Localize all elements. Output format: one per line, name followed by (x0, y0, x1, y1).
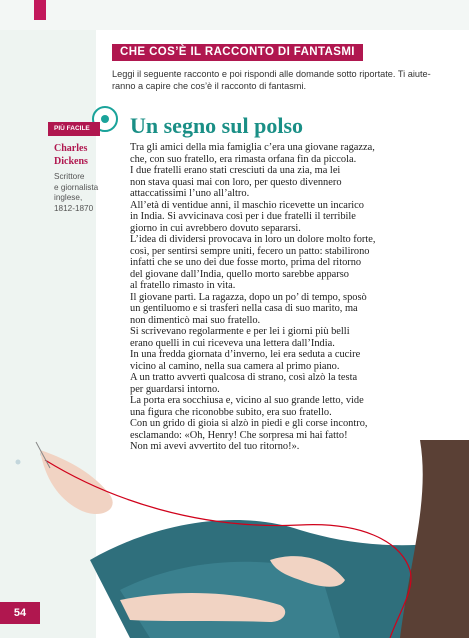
story-line: Il giovane partì. La ragazza, dopo un po’ di tempo, sposò (130, 291, 367, 303)
page-number: 54 (0, 602, 40, 624)
story-line: In una fredda giornata d’inverno, lei era seduta a cucire (130, 349, 361, 360)
story-line: Con un grido di gioia si alzò in piedi e gli corse incontro, (130, 418, 368, 429)
story-line: che, con suo fratello, era rimasta orfana fin da piccola. (130, 153, 357, 165)
author-name (54, 142, 106, 168)
author-name-line: Charles (54, 143, 88, 154)
story-title: Un segno sul polso (130, 113, 304, 138)
story-line: infatti che se uno dei due fosse morto, prima del ritorno (130, 257, 362, 268)
story-line: A un tratto avvertì qualcosa di strano, così alzò la testa (130, 372, 358, 383)
author-desc-line: e giornalista (54, 182, 99, 192)
story-line: Si scrivevano regolarmente e per lei i giorni più belli (130, 326, 350, 337)
difficulty-badge: PIÙ FACILE (48, 122, 100, 136)
story-line: All’età di ventidue anni, il maschio ricevette un incarico (130, 199, 364, 211)
story-line: una figura che riconobbe subito, era suo fratello. (130, 406, 332, 418)
author-desc-line: Scrittore (54, 172, 85, 181)
story-line: I due fratelli erano stati cresciuti da una zia, ma lei (130, 165, 341, 176)
author-desc-line: 1812-1870 (54, 203, 94, 213)
intro-text (112, 68, 442, 93)
intro-line: Leggi il seguente racconto e poi rispondi alle domande sotto riportate. Ti aiute- (112, 69, 431, 79)
story-line: in India. Si avvicinava così per i due fratelli il terribile (130, 211, 356, 222)
story-line: L’idea di dividersi provocava in loro un dolore molto forte, (130, 234, 376, 245)
author-name-line: Dickens (54, 156, 88, 167)
story-line: al fratello rimasto in vita. (130, 280, 236, 291)
story-line: giorno in cui avrebbero dovuto separarsi. (130, 222, 301, 234)
story-line: vicino al camino, nella sua camera al primo piano. (130, 360, 340, 372)
story-line: La porta era socchiusa e, vicino al suo grande letto, vide (130, 395, 364, 406)
story-body (130, 142, 460, 453)
story-line: Non mi avevi avvertito del tuo ritorno!». (130, 441, 300, 452)
intro-line: ranno a capire che cos’è il racconto di fantasmi. (112, 81, 307, 92)
illustration-hands (0, 440, 469, 638)
story-line: attaccatissimi l’uno all’altro. (130, 188, 250, 199)
story-line: Tra gli amici della mia famiglia c’era una giovane ragazza, (130, 142, 375, 153)
story-line: per guardarsi intorno. (130, 383, 220, 395)
section-header: CHE COS’È IL RACCONTO DI FANTASMI (112, 44, 363, 61)
top-tab-marker (34, 0, 46, 20)
illustration-svg (0, 440, 469, 638)
story-line: del giovane dall’India, quello morto sarebbe apparso (130, 268, 349, 280)
story-line: erano quelli in cui riceveva una lettera dall’India. (130, 337, 335, 349)
author-description (54, 172, 110, 214)
story-line: non dimenticò mai suo fratello. (130, 314, 261, 326)
story-line: esclamando: «Oh, Henry! Che sorpresa mi hai fatto! (130, 429, 348, 441)
author-desc-line: inglese, (54, 193, 83, 203)
story-line: così, per sentirsi sempre uniti, fecero un patto: stabilirono (130, 245, 370, 257)
story-line: non stava quasi mai con loro, per questo divennero (130, 176, 342, 188)
story-line: un gentiluomo e si trasferì nella casa di suo marito, ma (130, 303, 358, 314)
